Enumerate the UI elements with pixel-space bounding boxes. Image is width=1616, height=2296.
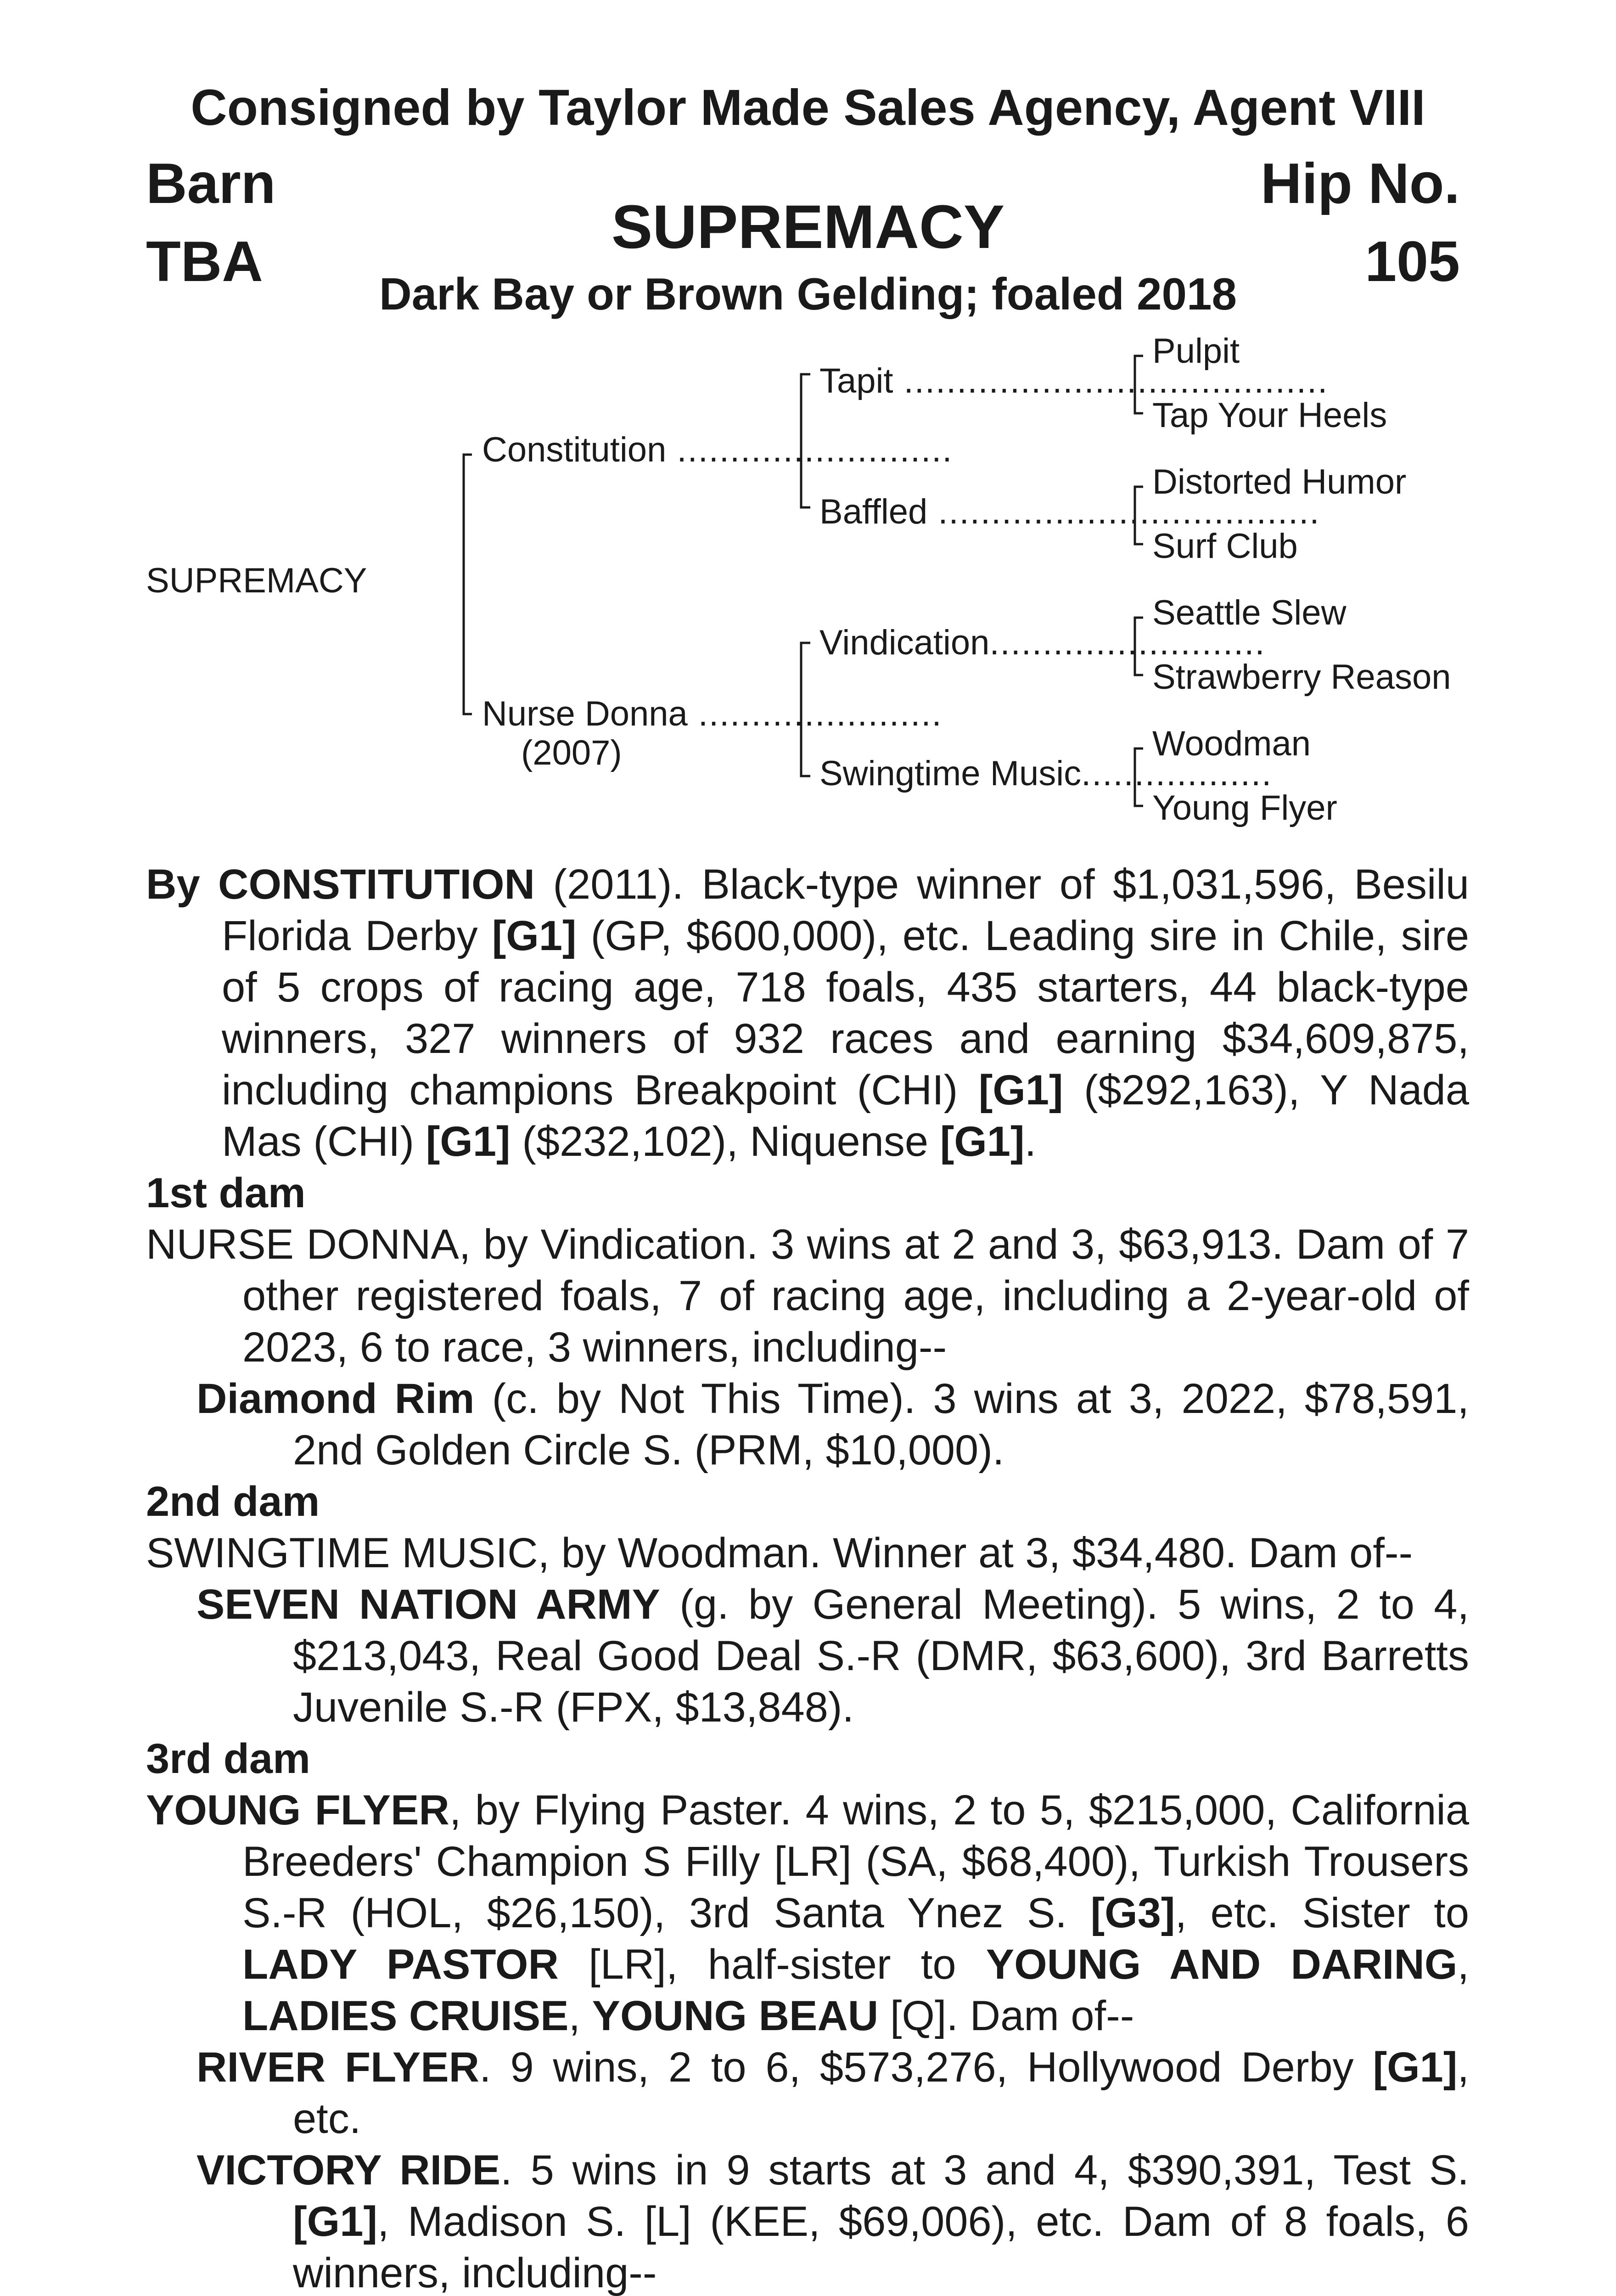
text: , Madison S. [L] (KEE, $69,006), etc. Dam of 8 foals, 6 winners, including--: [293, 2198, 1469, 2296]
pedigree-dam-year: (2007): [521, 733, 622, 772]
sire-text: ($292,163), Y Nada Mas (CHI): [222, 1067, 1470, 1165]
pedigree-sire-name: Constitution: [482, 430, 667, 469]
second-dam-heading: 2nd dam: [146, 1478, 320, 1525]
hip-label: Hip No.: [1261, 152, 1460, 215]
third-dam-heading: 3rd dam: [146, 1735, 310, 1782]
pedigree-g3: Distorted Humor: [1152, 462, 1407, 501]
consignor-line: Consigned by Taylor Made Sales Agency, Agent VIII: [191, 79, 1425, 136]
text: , by Flying Paster. 4 wins, 2 to 5, $215,000, California Breeders' Champion S Filly [LR] (SA, $68,400), Turkish Trousers S.-R (HOL, $26,150), 3rd Santa Ynez S.: [242, 1787, 1469, 1936]
horse-name: SUPREMACY: [611, 193, 1005, 261]
pedigree-dam: Nurse Donna .......................: [482, 694, 943, 733]
pedigree-sire-dam-name: Baffled: [819, 492, 928, 531]
text: [Q]. Dam of--: [878, 1992, 1134, 2039]
second-dam-paragraph: SWINGTIME MUSIC, by Woodman. Winner at 3, $34,480. Dam of--: [146, 1530, 1413, 1576]
pedigree-g5: Seattle Slew: [1152, 593, 1347, 632]
third-dam-paragraph: [146, 1784, 1469, 2042]
second-dam-foal: [146, 1579, 1469, 1733]
pedigree-g7: Woodman: [1152, 724, 1311, 763]
pedigree-dam-sire-name: Vindication: [819, 623, 990, 662]
text: ,: [568, 1992, 592, 2039]
text: ,: [1457, 1941, 1469, 1988]
grade-badge: [G1]: [940, 1118, 1025, 1165]
sibling-name: YOUNG BEAU: [592, 1992, 879, 2039]
grade-badge: [G1]: [978, 1067, 1063, 1114]
sire-text: .: [1024, 1118, 1037, 1165]
sire-paragraph: [146, 859, 1469, 1167]
pedigree-sire: Constitution ..........................: [482, 430, 953, 469]
text: , etc. Sister to: [1175, 1890, 1470, 1936]
first-dam-foal: [146, 1373, 1469, 1476]
grade-badge: [G1]: [492, 912, 577, 959]
first-dam-heading: 1st dam: [146, 1170, 306, 1216]
grade-badge: [G1]: [1373, 2044, 1458, 2091]
foal-name: Diamond Rim: [196, 1375, 475, 1422]
foal-name: RIVER FLYER: [196, 2044, 480, 2091]
pedigree-g6: Strawberry Reason: [1152, 658, 1451, 697]
pedigree-dam-dam-name: Swingtime Music: [819, 754, 1082, 793]
horse-description: Dark Bay or Brown Gelding; foaled 2018: [379, 269, 1237, 319]
sibling-name: LADY PASTOR: [242, 1941, 559, 1988]
pedigree-sire-dam: Baffled ....................................: [819, 492, 1320, 531]
sire-text: (2011). Black-type winner of $1,031,596, Besilu Florida Derby: [222, 861, 1469, 959]
grade-badge: [G3]: [1090, 1890, 1175, 1936]
text: , etc.: [293, 2044, 1470, 2142]
pedigree-sire-sire-name: Tapit: [819, 361, 893, 400]
grade-badge: [G1]: [293, 2198, 377, 2245]
foal-name: VICTORY RIDE: [196, 2147, 500, 2194]
foal-text: (c. by Not This Time). 3 wins at 3, 2022, $78,591, 2nd Golden Circle S. (PRM, $10,000).: [293, 1375, 1469, 1474]
foal-name: SEVEN NATION ARMY: [196, 1581, 660, 1628]
barn-value: TBA: [146, 230, 263, 293]
pedigree-g8: Young Flyer: [1152, 788, 1337, 827]
grade-badge: [G1]: [426, 1118, 511, 1165]
sire-text: ($232,102), Niquense: [510, 1118, 940, 1165]
sibling-name: LADIES CRUISE: [242, 1992, 569, 2039]
sibling-name: YOUNG AND DARING: [986, 1941, 1458, 1988]
sire-text: (GP, $600,000), etc. Leading sire in Chile, sire of 5 crops of racing age, 718 foals, 435 starters, 44 black-type winners, 327 winners of 932 races and earning $34,609,875, including champions Breakpoint (CHI): [222, 912, 1469, 1114]
pedigree-dam-dam: Swingtime Music..................: [819, 754, 1273, 793]
hip-number: 105: [1365, 230, 1460, 293]
catalog-body: [146, 859, 1469, 2296]
pedigree-g4: Surf Club: [1152, 527, 1298, 566]
barn-label: Barn: [146, 152, 276, 215]
text: [LR], half-sister to: [558, 1941, 986, 1988]
produce-river-flyer: [146, 2042, 1469, 2144]
pedigree-subject: SUPREMACY: [146, 561, 367, 600]
third-dam-name: YOUNG FLYER: [146, 1787, 449, 1834]
sire-name: By CONSTITUTION: [146, 861, 535, 908]
produce-victory-ride: [146, 2144, 1469, 2296]
pedigree-dam-name: Nurse Donna: [482, 694, 688, 733]
text: . 5 wins in 9 starts at 3 and 4, $390,391, Test S.: [500, 2147, 1469, 2194]
pedigree-sire-sire: Tapit ........................................: [819, 361, 1329, 400]
pedigree-dam-sire: Vindication..........................: [819, 623, 1266, 662]
foal-text: (g. by General Meeting). 5 wins, 2 to 4, $213,043, Real Good Deal S.-R (DMR, $63,600), 3rd Barretts Juvenile S.-R (FPX, $13,848).: [293, 1581, 1469, 1731]
first-dam-paragraph: NURSE DONNA, by Vindication. 3 wins at 2 and 3, $63,913. Dam of 7 other registered foals, 7 of racing age, including a 2-year-old of 2023, 6 to race, 3 winners, including--: [146, 1221, 1469, 1371]
text: . 9 wins, 2 to 6, $573,276, Hollywood Derby: [479, 2044, 1373, 2091]
pedigree-g1: Pulpit: [1152, 332, 1240, 371]
pedigree-g2: Tap Your Heels: [1152, 396, 1387, 435]
